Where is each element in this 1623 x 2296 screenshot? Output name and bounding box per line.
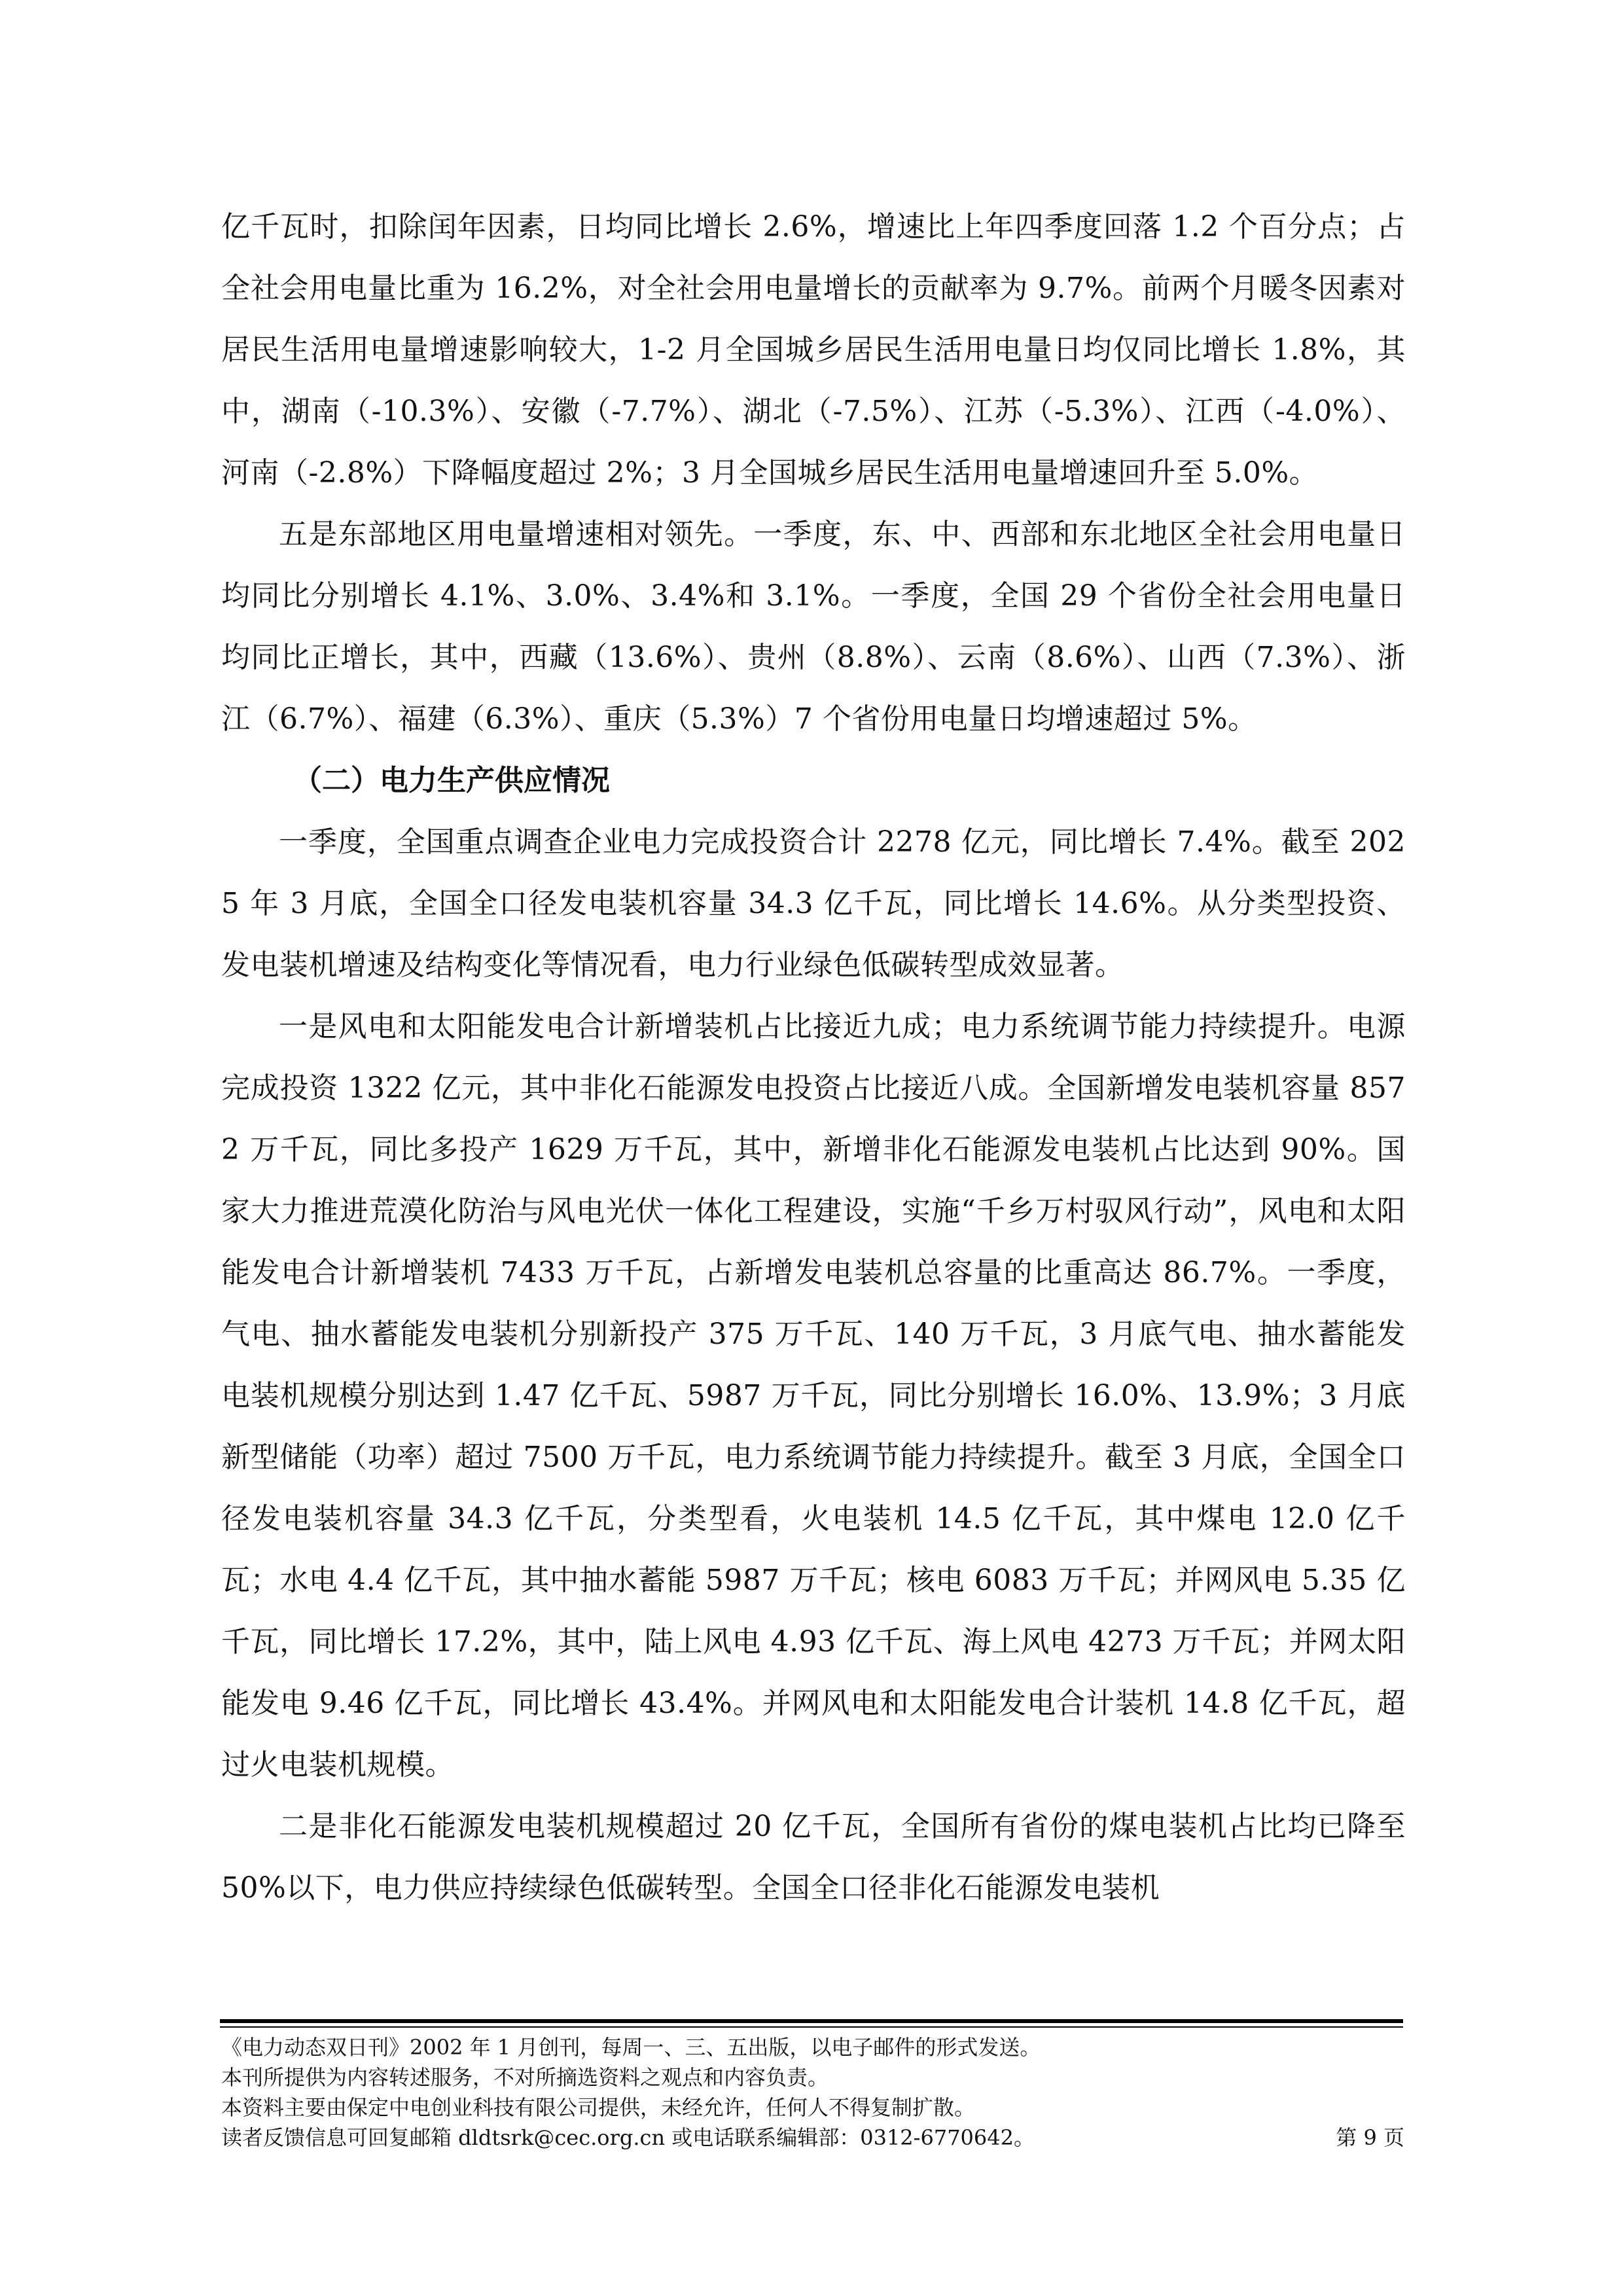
footer-divider-thin bbox=[220, 2026, 1403, 2028]
footer-disclaimer: 本刊所提供为内容转述服务，不对所摘选资料之观点和内容负责。 bbox=[221, 2065, 829, 2090]
paragraph-new-capacity: 一是风电和太阳能发电合计新增装机占比接近九成；电力系统调节能力持续提升。电源完成投资 1322 亿元，其中非化石能源发电投资占比接近八成。全国新增发电装机容量 8572 万千瓦，同比多投产 1629 万千瓦，其中，新增非化石能源发电装机占比达到 90%。国家大力推进荒漠化防治与风电光伏一体化工程建设，实施“千乡万村驭风行动”，风电和太阳能发电合计新增装机 7433 万千瓦，占新增发电装机总容量的比重高达 86.7%。一季度，气电、抽水蓄能发电装机分别新投产 375 万千瓦、140 万千瓦，3 月底气电、抽水蓄能发电装机规模分别达到 1.47 亿千瓦、5987 万千瓦，同比分别增长 16.0%、13.9%；3 月底新型储能（功率）超过 7500 万千瓦，电力系统调节能力持续提升。截至 3 月底，全国全口径发电装机容量 34.3 亿千瓦，分类型看，火电装机 14.5 亿千瓦，其中煤电 12.0 亿千瓦；水电 4.4 亿千瓦，其中抽水蓄能 5987 万千瓦；核电 6083 万千瓦；并网风电 5.35 亿千瓦，同比增长 17.2%，其中，陆上风电 4.93 亿千瓦、海上风电 4273 万千瓦；并网太阳能发电 9.46 亿千瓦，同比增长 43.4%。并网风电和太阳能发电合计装机 14.8 亿千瓦，超过火电装机规模。 bbox=[221, 1010, 1406, 1782]
paragraph-non-fossil-capacity: 二是非化石能源发电装机规模超过 20 亿千瓦，全国所有省份的煤电装机占比均已降至 50%以下，电力供应持续绿色低碳转型。全国全口径非化石能源发电装机 bbox=[221, 1810, 1406, 1905]
paragraph-investment-overview: 一季度，全国重点调查企业电力完成投资合计 2278 亿元，同比增长 7.4%。截至 2025 年 3 月底，全国全口径发电装机容量 34.3 亿千瓦，同比增长 14.6%。从分类型投资、发电装机增速及结构变化等情况看，电力行业绿色低碳转型成效显著。 bbox=[221, 825, 1406, 982]
footer-copyright: 本资料主要由保定中电创业科技有限公司提供，未经允许，任何人不得复制扩散。 bbox=[221, 2095, 976, 2120]
paragraph-regional-growth: 五是东部地区用电量增速相对领先。一季度，东、中、西部和东北地区全社会用电量日均同比分别增长 4.1%、3.0%、3.4%和 3.1%。一季度，全国 29 个省份全社会用电量日均同比正增长，其中，西藏（13.6%）、贵州（8.8%）、云南（8.6%）、山西（7.3%）、浙江（6.7%）、福建（6.3%）、重庆（5.3%）7 个省份用电量日均增速超过 5%。 bbox=[221, 518, 1406, 736]
paragraph-residential-electricity: 亿千瓦时，扣除闰年因素，日均同比增长 2.6%，增速比上年四季度回落 1.2 个百分点；占全社会用电量比重为 16.2%，对全社会用电量增长的贡献率为 9.7%。前两个月暖冬因素对居民生活用电量增速影响较大，1-2 月全国城乡居民生活用电量日均仅同比增长 1.8%，其中，湖南（-10.3%）、安徽（-7.7%）、湖北（-7.5%）、江苏（-5.3%）、江西（-4.0%）、河南（-2.8%）下降幅度超过 2%；3 月全国城乡居民生活用电量增速回升至 5.0%。 bbox=[221, 210, 1406, 490]
page-footer bbox=[221, 2032, 1404, 2153]
footer-publication-info: 《电力动态双日刊》2002 年 1 月创刊，每周一、三、五出版，以电子邮件的形式发送。 bbox=[221, 2035, 1041, 2060]
footer-divider-thick bbox=[220, 2019, 1403, 2023]
footer-contact: 读者反馈信息可回复邮箱 dldtsrk@cec.org.cn 或电话联系编辑部：0312-6770642。 bbox=[221, 2125, 1035, 2150]
footer-contact-row bbox=[221, 2123, 1404, 2153]
section-heading-production-supply: （二）电力生产供应情况 bbox=[293, 764, 610, 797]
document-body bbox=[221, 196, 1406, 1919]
page-number: 第 9 页 bbox=[1336, 2125, 1404, 2150]
